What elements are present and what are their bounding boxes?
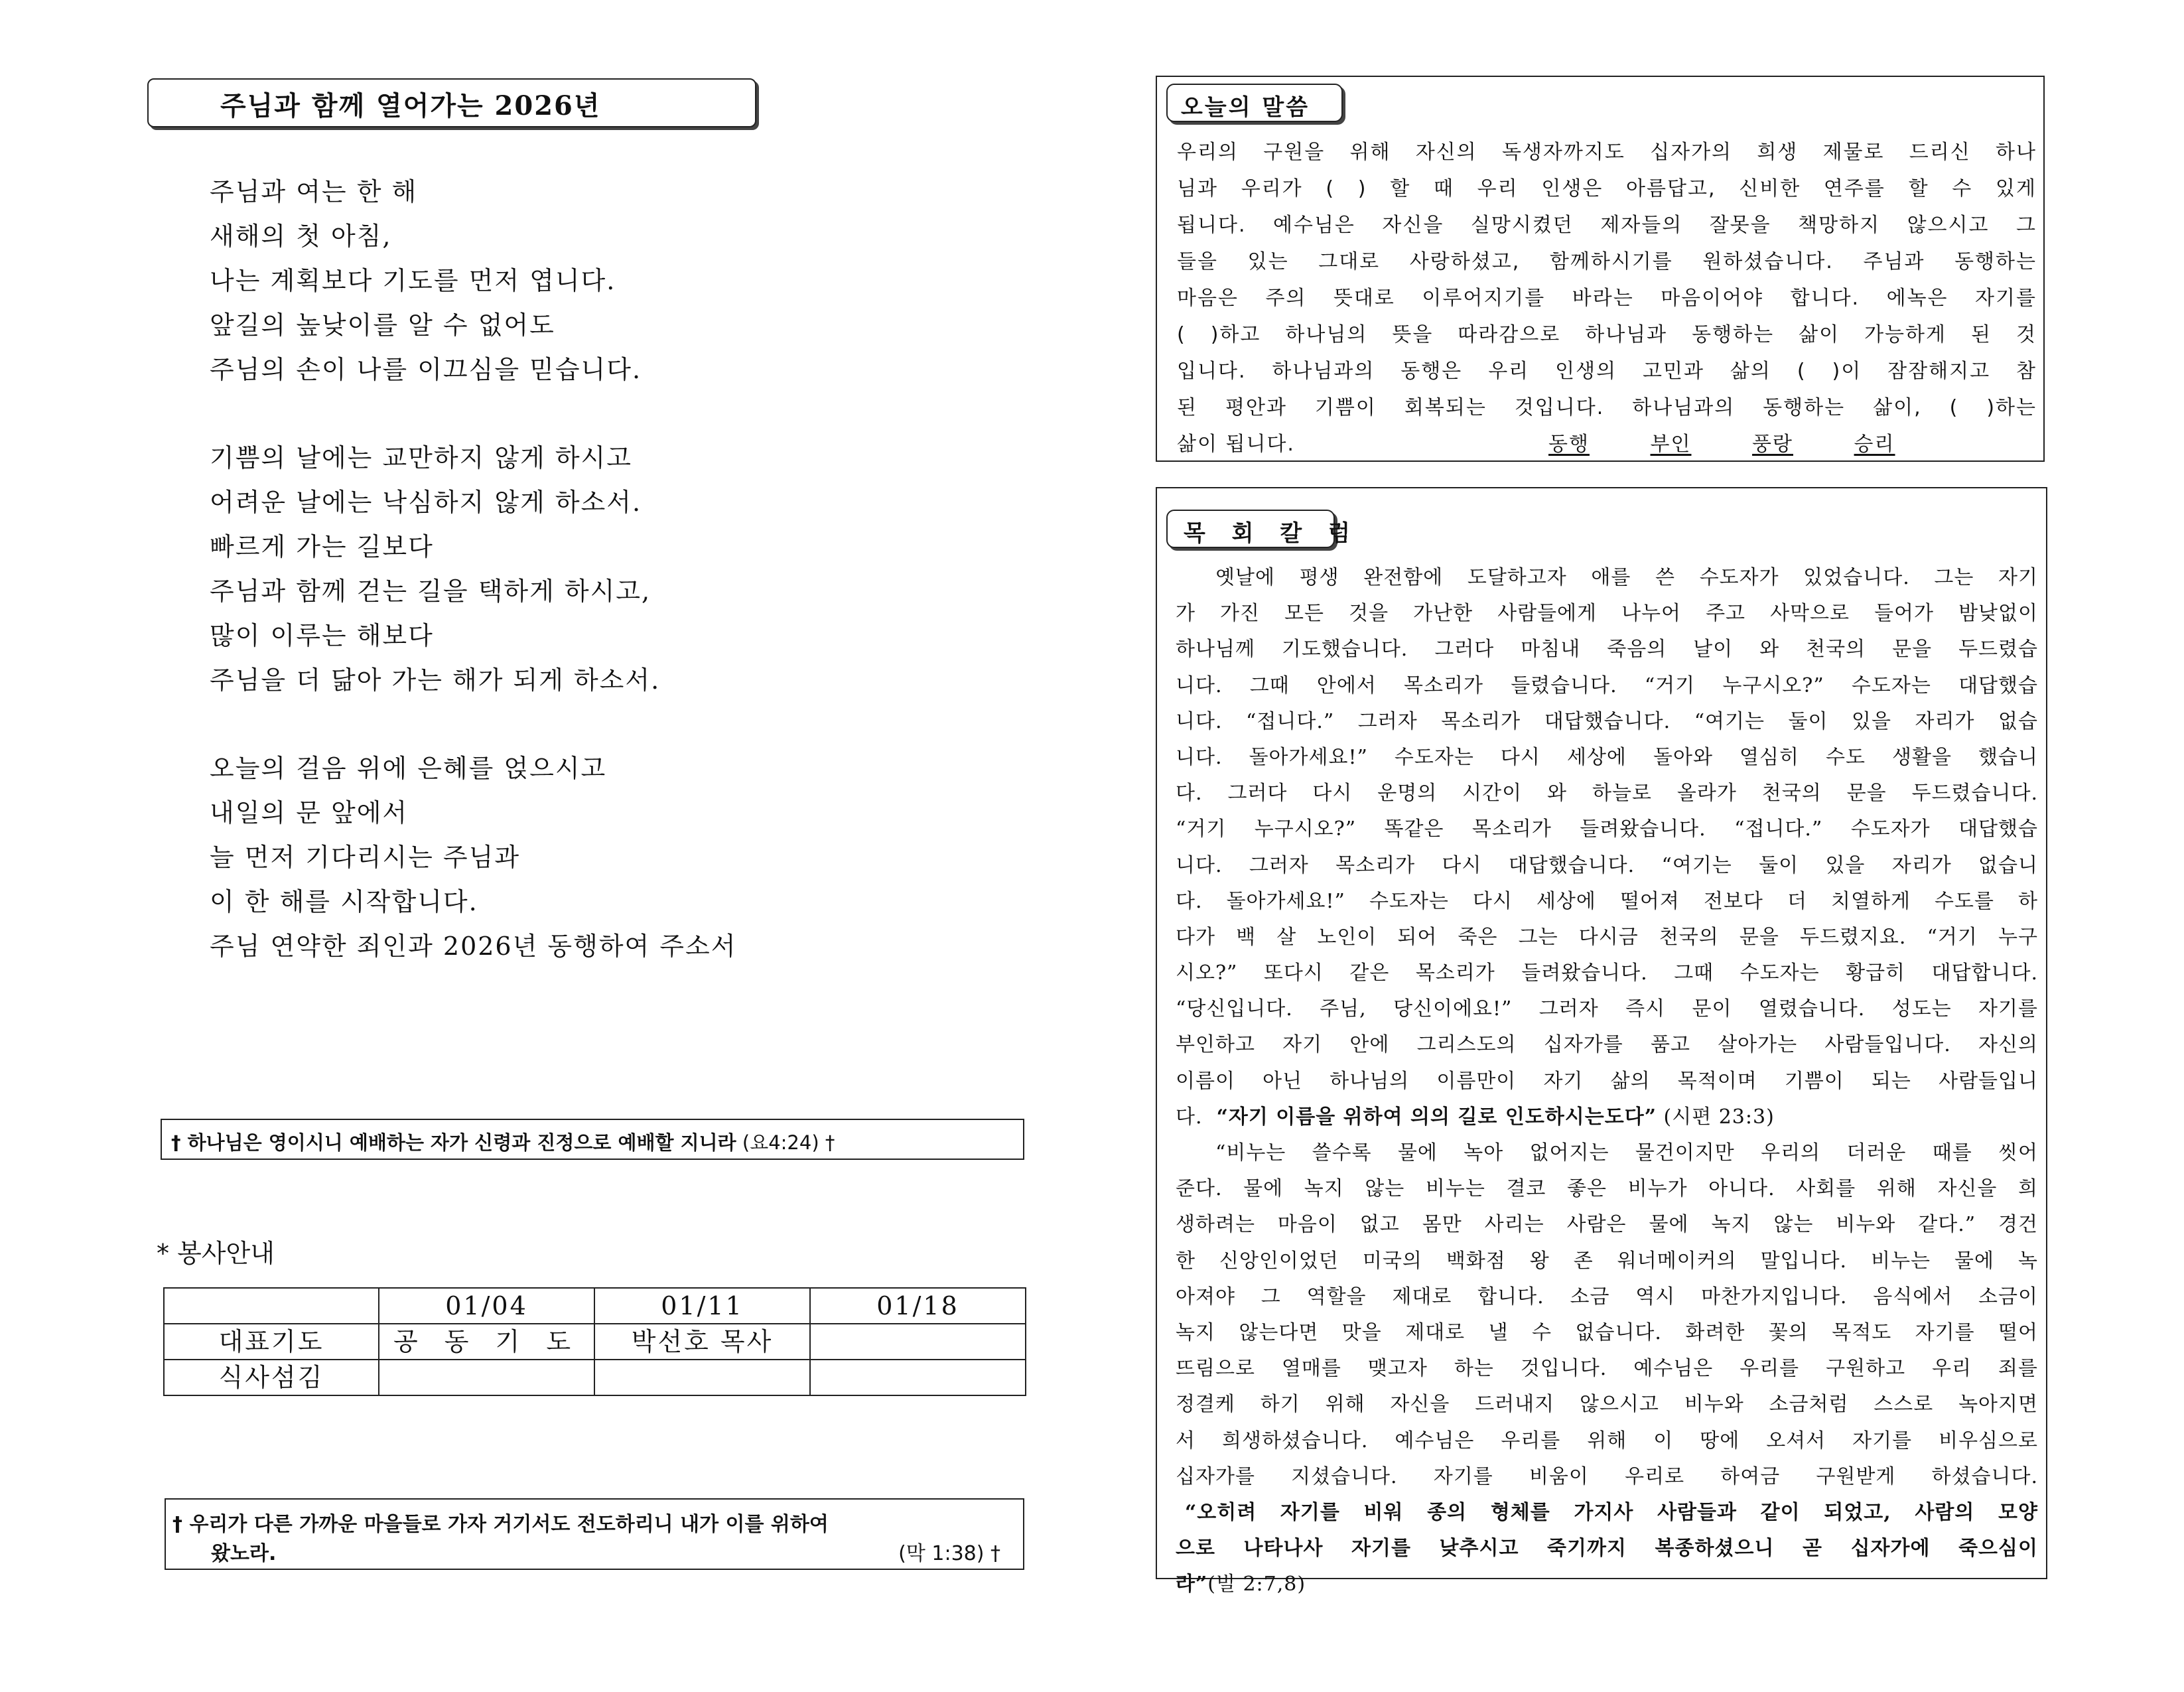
date-header: 01/11 — [594, 1288, 810, 1324]
column-quote-line: “오히려 자기를 비워 종의 형체를 가지사 사람들과 같이 되었고, 사람의 모양 — [1185, 1500, 2038, 1524]
poem-line: 앞길의 높낮이를 알 수 없어도 — [210, 311, 555, 340]
quote-reference: (빌 2:7,8) — [1207, 1573, 1306, 1596]
column-line: 십자가를 지셨습니다. 자기를 비움이 우리로 하여금 구원받게 하셨습니다. — [1176, 1464, 2038, 1488]
todays-word-text — [1177, 134, 2037, 462]
column-line: “거기 누구시오?” 똑같은 목소리가 들려왔습니다. “접니다.” 수도자가 대답했습 — [1176, 817, 2038, 841]
column-line: 하나님께 기도했습니다. 그러다 마침내 죽음의 날이 와 천국의 문을 두드렸습 — [1176, 638, 2038, 662]
assignment-cell — [810, 1324, 1026, 1360]
poem-line: 늘 먼저 기다리시는 주님과 — [210, 843, 521, 872]
poem-line: 새해의 첫 아침, — [210, 222, 392, 251]
column-quote-end: 라”(빌 2:7,8) — [1176, 1573, 1306, 1596]
assignment-cell — [810, 1360, 1026, 1395]
column-quote-line: 으로 나타나사 자기를 낮추시고 죽기까지 복종하셨으니 곧 십자가에 죽으심이 — [1176, 1537, 2038, 1561]
column-line: 한 신앙인이었던 미국의 백화점 왕 존 워너메이커의 말입니다. 비누는 물에 녹 — [1176, 1249, 2038, 1273]
pastoral-column-box — [1156, 487, 2047, 1596]
role-cell: 대표기도 — [164, 1324, 379, 1360]
assignment-cell — [594, 1360, 810, 1395]
answer-word: 승리 — [1854, 433, 1895, 456]
poem-line: 주님과 여는 한 해 — [210, 177, 418, 206]
table-row — [164, 1324, 1026, 1360]
date-header: 01/18 — [810, 1288, 1026, 1324]
column-line: 준다. 물에 녹지 않는 비누는 결코 좋은 비누가 아니다. 사회를 위해 자신을 희 — [1176, 1177, 2038, 1201]
poem-line: 빠르게 가는 길보다 — [210, 532, 434, 561]
column-line: 니다. 그러자 목소리가 다시 대답했습니다. “여기는 둘이 있을 자리가 없습니 — [1176, 853, 2038, 877]
poem-line: 나는 계획보다 기도를 먼저 엽니다. — [210, 266, 616, 295]
word-line: 입니다. 하나님과의 동행은 우리 인생의 고민과 삶의 ( )이 잠잠해지고 참 — [1177, 360, 2037, 383]
quote-reference: (시편 23:3) — [1663, 1105, 1775, 1129]
poem-line: 주님을 더 닮아 가는 해가 되게 하소서. — [210, 666, 661, 695]
todays-word-box — [1156, 76, 2045, 462]
word-line: ( )하고 하나님의 뜻을 따라감으로 하나님과 동행하는 삶이 가능하게 된 것 — [1177, 323, 2037, 346]
fill-in-answers — [1548, 426, 1948, 462]
verse-reference: (요4:24) † — [742, 1131, 835, 1154]
column-quote-line: 다. “자기 이름을 위하여 의의 길로 인도하시는도다” (시편 23:3) — [1176, 1105, 1775, 1129]
assignment-cell: 공 동 기 도 — [379, 1324, 594, 1360]
poem-line: 오늘의 걸음 위에 은혜를 얹으시고 — [210, 754, 607, 783]
word-line: 우리의 구원을 위해 자신의 독생자까지도 십자가의 희생 제물로 드리신 하나 — [1177, 141, 2037, 164]
column-line: 니다. 돌아가세요!” 수도자는 다시 세상에 돌아와 열심히 수도 생활을 했습니 — [1176, 745, 2038, 769]
column-line: 생하려는 마음이 없고 몸만 사리는 사람은 물에 녹지 않는 비누와 같다.” 경건 — [1176, 1213, 2038, 1237]
word-line: 들을 있는 그대로 사랑하셨고, 함께하시기를 원하셨습니다. 주님과 동행하는 — [1177, 250, 2037, 273]
column-line: “비누는 쓸수록 물에 녹아 없어지는 물건이지만 우리의 더러운 때를 씻어 — [1215, 1141, 2038, 1164]
poem-line: 어려운 날에는 낙심하지 않게 하소서. — [210, 488, 642, 517]
column-line: 옛날에 평생 완전함에 도달하고자 애를 쓴 수도자가 있었습니다. 그는 자기 — [1215, 566, 2038, 589]
poem-line: 주님과 함께 걷는 길을 택하게 하시고, — [210, 577, 651, 606]
word-line: 님과 우리가 ( ) 할 때 우리 인생은 아름답고, 신비한 연주를 할 수 있게 — [1177, 177, 2037, 200]
word-line: 됩니다. 예수님은 자신을 실망시켰던 제자들의 잘못을 책망하지 않으시고 그 — [1177, 214, 2037, 237]
date-header: 01/04 — [379, 1288, 594, 1324]
service-schedule-table — [163, 1287, 1026, 1396]
poem-line: 주님의 손이 나를 이끄심을 믿습니다. — [210, 355, 642, 384]
pastoral-column-label: 목 회 칼 럼 — [1166, 510, 1335, 548]
todays-word-label: 오늘의 말씀 — [1166, 84, 1343, 122]
column-line: 니다. “접니다.” 그러자 목소리가 대답했습니다. “여기는 둘이 있을 자리가 없습 — [1176, 709, 2038, 733]
column-line: 다. 돌아가세요!” 수도자는 다시 세상에 떨어져 전보다 더 치열하게 수도를 하 — [1176, 889, 2038, 913]
table-row — [164, 1360, 1026, 1395]
role-cell: 식사섬김 — [164, 1360, 379, 1395]
service-section-label: * 봉사안내 — [157, 1239, 275, 1268]
quote-psalm: “자기 이름을 위하여 의의 길로 인도하시는도다” — [1216, 1105, 1657, 1129]
poem-line: 이 한 해를 시작합니다. — [210, 887, 478, 916]
verse-text-line: † 우리가 다른 가까운 마을들로 가자 거기서도 전도하리니 내가 이를 위하여 — [172, 1513, 829, 1536]
poem-line: 많이 이루는 해보다 — [210, 621, 434, 650]
column-line: 이름이 아닌 하나님의 이름만이 자기 삶의 목적이며 기쁨이 되는 사람들입니 — [1176, 1069, 2038, 1093]
column-line: 다. 그러다 다시 운명의 시간이 와 하늘로 올라가 천국의 문을 두드렸습니다. — [1176, 782, 2038, 806]
column-line: 서 희생하셨습니다. 예수님은 우리를 위해 이 땅에 오셔서 자기를 비우심으로 — [1176, 1429, 2038, 1452]
page-title: 주님과 함께 열어가는 2026년 — [220, 90, 601, 121]
answer-word: 부인 — [1650, 433, 1692, 456]
word-line: 된 평안과 기쁨이 회복되는 것입니다. 하나님과의 동행하는 삶이, ( )하는 — [1177, 396, 2037, 419]
word-last-line: 삶이 됩니다. 동행 부인 풍랑 승리 — [1177, 426, 2037, 462]
column-line: “당신입니다. 주님, 당신이에요!” 그러자 즉시 문이 열렸습니다. 성도는 자기를 — [1176, 997, 2038, 1021]
column-line: 부인하고 자기 안에 그리스도의 십자가를 품고 살아가는 사람들입니다. 자신의 — [1176, 1033, 2038, 1057]
poem-line: 내일의 문 앞에서 — [210, 798, 409, 827]
column-line: 니다. 그때 안에서 목소리가 들렸습니다. “거기 누구시오?” 수도자는 대답했습 — [1176, 673, 2038, 697]
answer-word: 동행 — [1548, 433, 1590, 456]
title-banner — [147, 78, 756, 127]
verse-box-john — [161, 1119, 1024, 1160]
poem-line: 기쁨의 날에는 교만하지 않게 하시고 — [210, 443, 632, 472]
verse-reference: (막 1:38) † — [898, 1542, 1000, 1565]
column-line: 녹지 않는다면 맛을 제대로 낼 수 없습니다. 화려한 꽃의 목적도 자기를 떨어 — [1176, 1320, 2038, 1344]
verse-text: † 하나님은 영이시니 예배하는 자가 신령과 진정으로 예배할 지니라 (요4:24) † — [171, 1131, 835, 1154]
assignment-cell: 박선호 목사 — [594, 1324, 810, 1360]
answer-word: 풍랑 — [1752, 433, 1793, 456]
word-line: 마음은 주의 뜻대로 이루어지기를 바라는 마음이어야 합니다. 에녹은 자기를 — [1177, 287, 2037, 310]
verse-box-mark — [165, 1498, 1024, 1570]
column-line: 아져야 그 역할을 제대로 합니다. 소금 역시 마찬가지입니다. 음식에서 소금이 — [1176, 1285, 2038, 1308]
table-corner-cell — [164, 1288, 379, 1324]
column-line: 뜨림으로 열매를 맺고자 하는 것입니다. 예수님은 우리를 구원하고 우리 죄를 — [1176, 1357, 2038, 1381]
table-header-row — [164, 1288, 1026, 1324]
column-line: 시오?” 또다시 같은 목소리가 들려왔습니다. 그때 수도자는 황급히 대답합니다. — [1176, 961, 2038, 985]
assignment-cell — [379, 1360, 594, 1395]
new-year-poem — [210, 170, 807, 969]
pastoral-column-text — [1176, 560, 2038, 1602]
column-line: 가 가진 모든 것을 가난한 사람들에게 나누어 주고 사막으로 들어가 밤낮없이 — [1176, 602, 2038, 626]
column-line: 다가 백 살 노인이 되어 죽은 그는 다시금 천국의 문을 두드렸지요. “거기 누구 — [1176, 925, 2038, 949]
column-line: 정결케 하기 위해 자신을 드러내지 않으시고 비누와 소금처럼 스스로 녹아지면 — [1176, 1393, 2038, 1417]
poem-line: 주님 연약한 죄인과 2026년 동행하여 주소서 — [210, 932, 737, 961]
verse-text-line: 왔노라. — [211, 1542, 277, 1565]
